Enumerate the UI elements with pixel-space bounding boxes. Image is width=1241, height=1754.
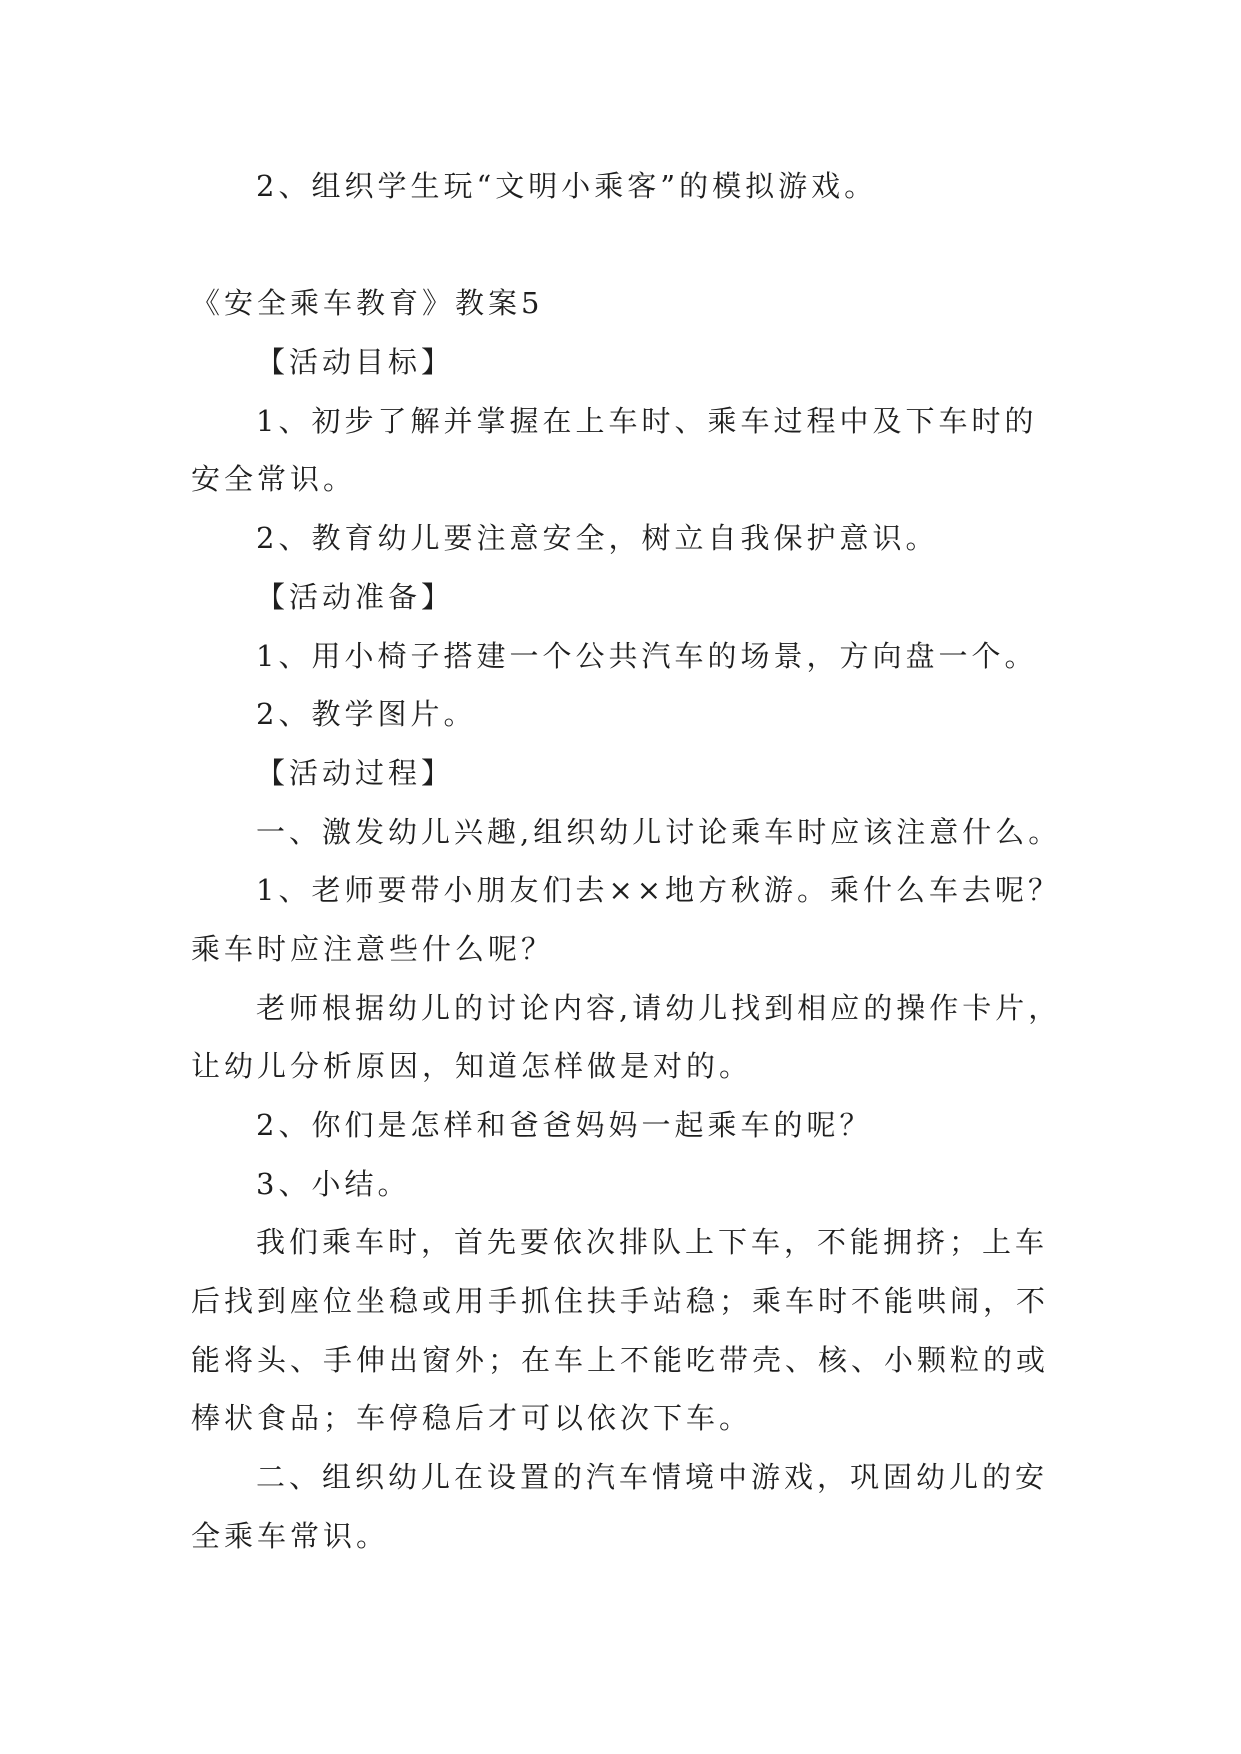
title-line: 《安全乘车教育》教案5 — [191, 286, 544, 321]
text-line: 2、教学图片。 — [256, 697, 477, 732]
text-line: 让幼儿分析原因，知道怎样做是对的。 — [191, 1049, 753, 1084]
text-line: 乘车时应注意些什么呢？ — [191, 931, 555, 966]
text-line: 能将头、手伸出窗外；在车上不能吃带壳、核、小颗粒的或 — [191, 1342, 1050, 1377]
text-line: 1、用小椅子搭建一个公共汽车的场景，方向盘一个。 — [256, 638, 1038, 673]
text-line: 棒状食品；车停稳后才可以依次下车。 — [191, 1401, 753, 1436]
process-heading — [191, 744, 1091, 803]
section-heading: 【活动准备】 — [256, 579, 455, 614]
goals-item-1 — [191, 392, 1091, 509]
section-heading: 【活动过程】 — [256, 755, 455, 790]
text-line: 我们乘车时，首先要依次排队上下车，不能拥挤；上车 — [256, 1225, 1049, 1260]
process-summary — [191, 1213, 1091, 1448]
process-step-1 — [191, 803, 1091, 862]
text-line: 老师根据幼儿的讨论内容,请幼儿找到相应的操作卡片， — [256, 990, 1062, 1025]
preparation-item-1 — [191, 627, 1091, 686]
text-line: 2、教育幼儿要注意安全，树立自我保护意识。 — [256, 521, 939, 556]
process-step-2 — [191, 1448, 1091, 1565]
text-line: 3、小结。 — [256, 1166, 411, 1201]
goals-heading — [191, 333, 1091, 392]
previous-lesson-paragraph — [191, 157, 1091, 216]
process-step-1-question-2 — [191, 1096, 1091, 1155]
text-line: 1、老师要带小朋友们去××地方秋游。乘什么车去呢？ — [256, 873, 1062, 908]
text-line: 安全常识。 — [191, 462, 357, 497]
section-heading: 【活动目标】 — [256, 345, 455, 380]
process-step-1-question-1 — [191, 861, 1091, 978]
preparation-heading — [191, 568, 1091, 627]
text-line: 全乘车常识。 — [191, 1518, 390, 1553]
text-line: 1、初步了解并掌握在上车时、乘车过程中及下车时的 — [256, 403, 1038, 438]
process-step-1-question-3 — [191, 1155, 1091, 1214]
preparation-item-2 — [191, 685, 1091, 744]
process-step-1-note — [191, 979, 1091, 1096]
document-body — [191, 157, 1091, 1566]
text-line: 2、组织学生玩“文明小乘客”的模拟游戏。 — [256, 169, 878, 203]
text-line: 后找到座位坐稳或用手抓住扶手站稳；乘车时不能哄闹，不 — [191, 1284, 1050, 1319]
text-line: 2、你们是怎样和爸爸妈妈一起乘车的呢？ — [256, 1108, 873, 1142]
text-line: 二、组织幼儿在设置的汽车情境中游戏，巩固幼儿的安 — [256, 1460, 1049, 1495]
goals-item-2 — [191, 509, 1091, 568]
lesson-title — [191, 274, 1091, 333]
text-line: 一、激发幼儿兴趣,组织幼儿讨论乘车时应该注意什么。 — [256, 814, 1062, 849]
